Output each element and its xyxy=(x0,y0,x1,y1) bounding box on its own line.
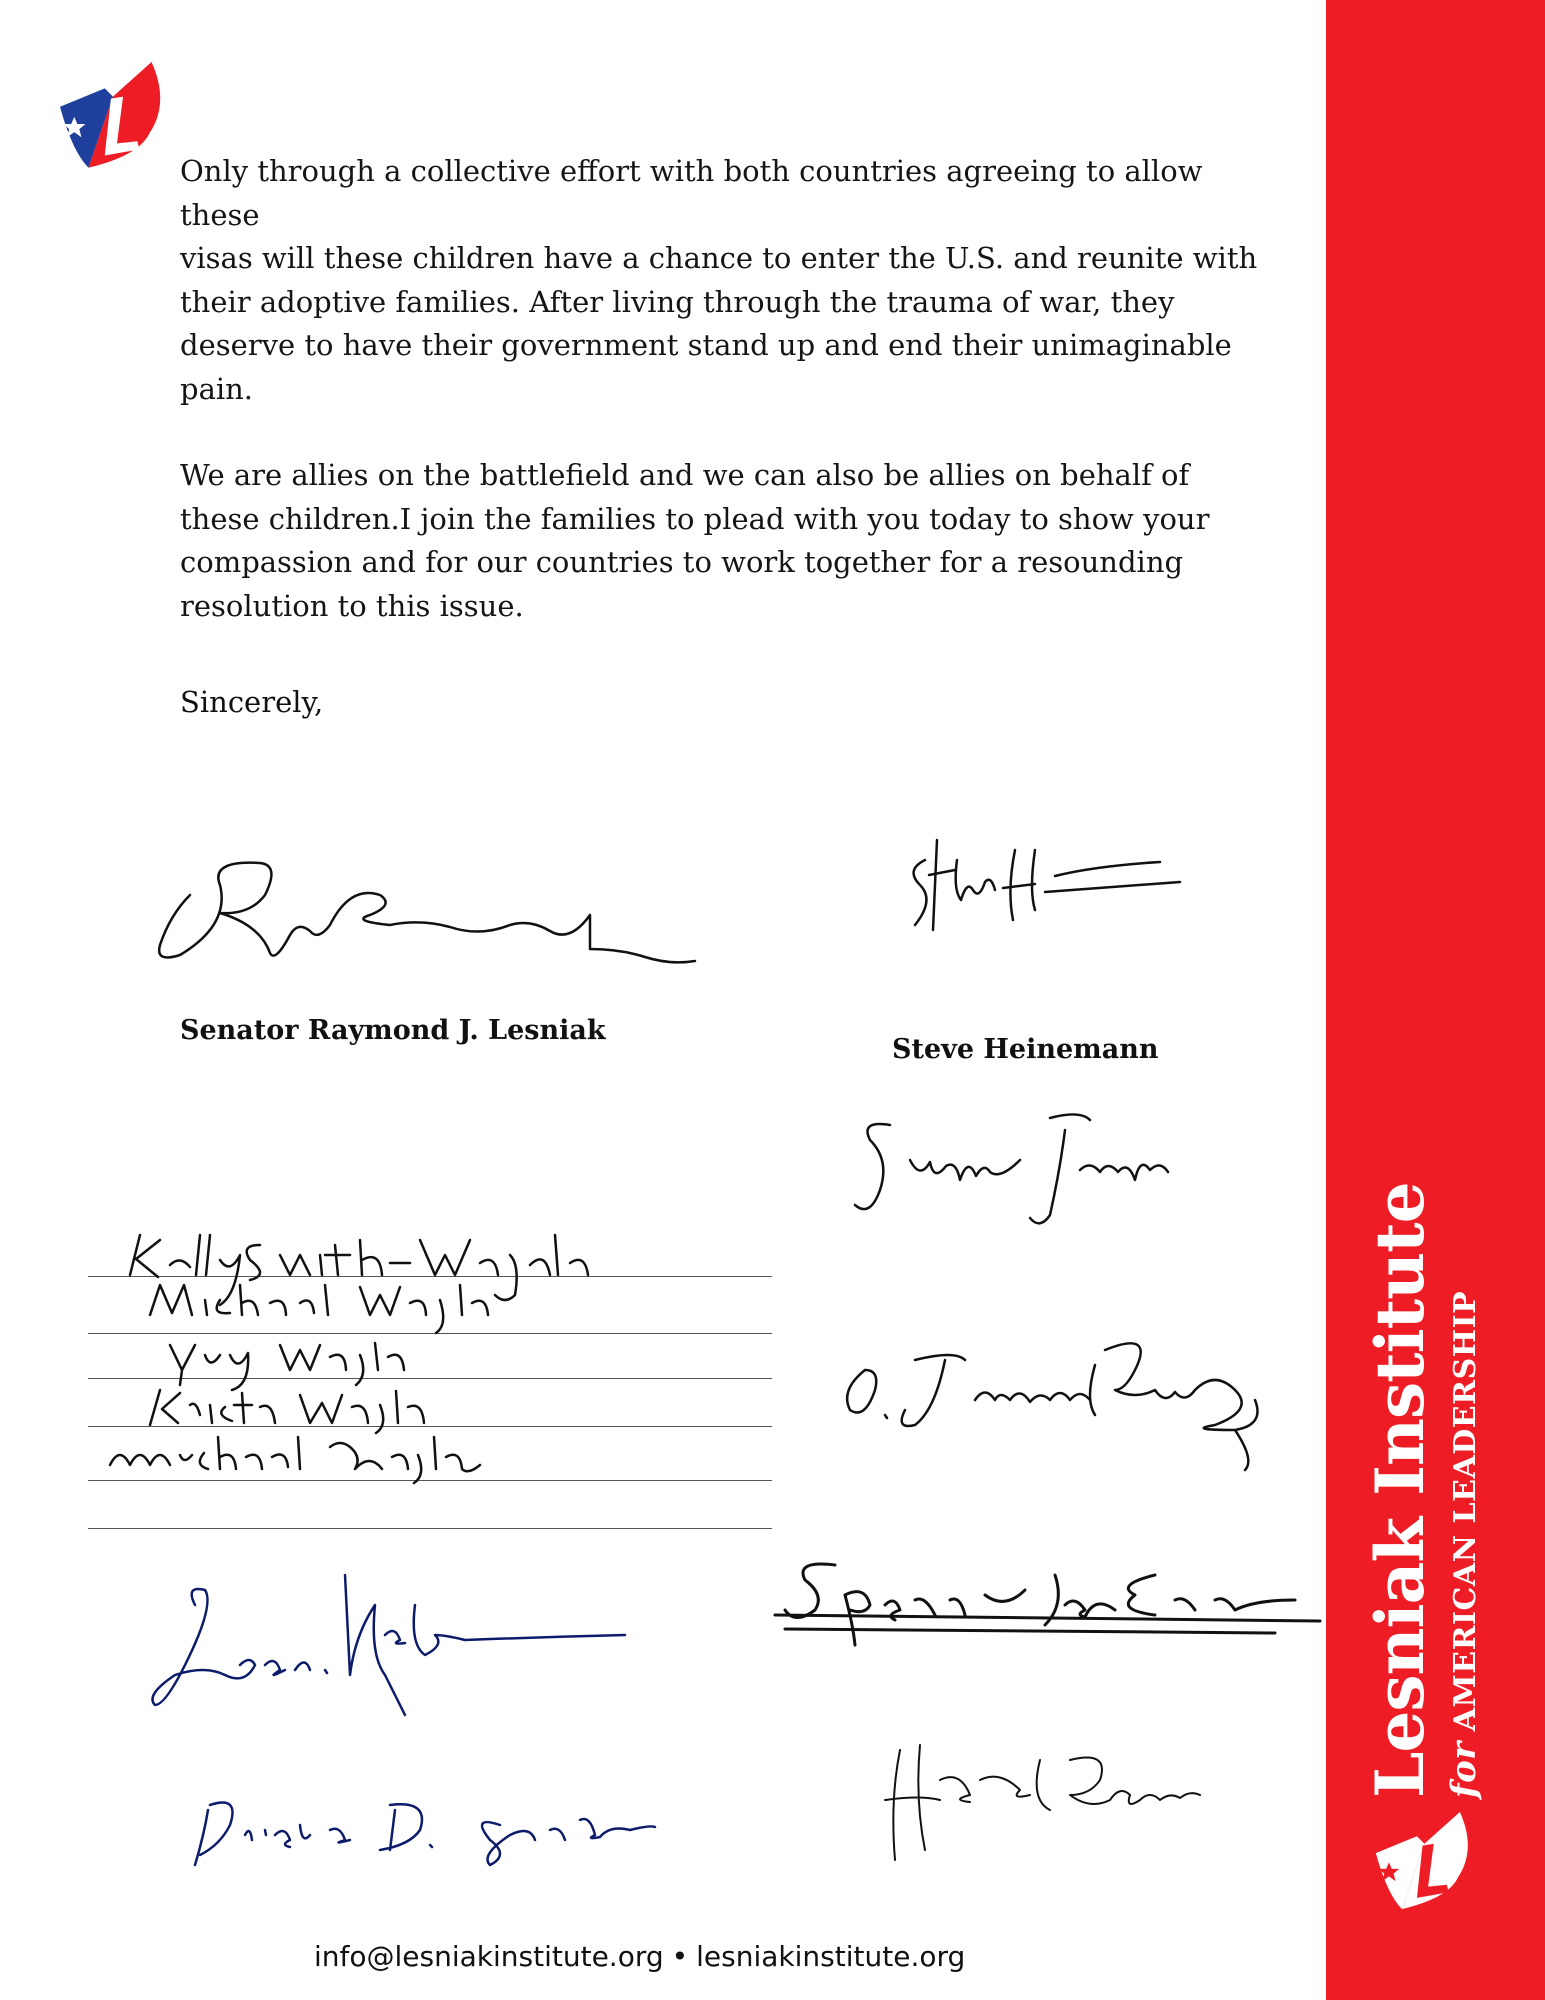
paragraph-2: We are allies on the battlefield and we can also be allies on behalf of these children.I join the families to plead with you today to show your compassion and for our countries to work together for a resounding resolution to this issue. xyxy=(180,458,1210,623)
signature-gordon xyxy=(190,1785,660,1875)
footer-website[interactable]: lesniakinstitute.org xyxy=(696,1940,966,1973)
letter-body xyxy=(180,150,1260,671)
closing-salutation: Sincerely, xyxy=(180,685,324,719)
signature-cooper xyxy=(850,1110,1180,1230)
brand-lockup xyxy=(1360,1120,1510,1920)
wajda-signature-handwriting xyxy=(100,1225,760,1495)
brand-name: Lesniak Institute xyxy=(1361,1182,1439,1798)
footer-contact xyxy=(314,1940,965,1973)
footer-separator: • xyxy=(671,1940,689,1973)
signature-line xyxy=(88,1528,772,1529)
signature-rome xyxy=(880,1740,1210,1870)
signature-rushing xyxy=(835,1330,1285,1470)
signer-name-heinemann: Steve Heinemann xyxy=(892,1034,1159,1065)
signer-name-lesniak: Senator Raymond J. Lesniak xyxy=(180,1015,606,1046)
brand-tagline: forAMERICAN LEADERSHIP xyxy=(1444,1290,1484,1798)
signature-spencer xyxy=(775,1555,1325,1655)
paragraph-1: Only through a collective effort with both countries agreeing to allow these visas will these children have a chance to enter the U.S. and reunite with their adoptive families. After living through the trauma of war, they deserve to have their government stand up and end their unimaginable pain. xyxy=(180,154,1258,406)
signature-heinemann xyxy=(895,830,1195,940)
lesniak-logo-icon xyxy=(58,62,180,184)
footer-email[interactable]: info@lesniakinstitute.org xyxy=(314,1940,664,1973)
lesniak-mark-icon xyxy=(1374,1812,1486,1924)
signature-lesniak xyxy=(150,845,710,975)
signature-vanalstine xyxy=(145,1575,635,1735)
